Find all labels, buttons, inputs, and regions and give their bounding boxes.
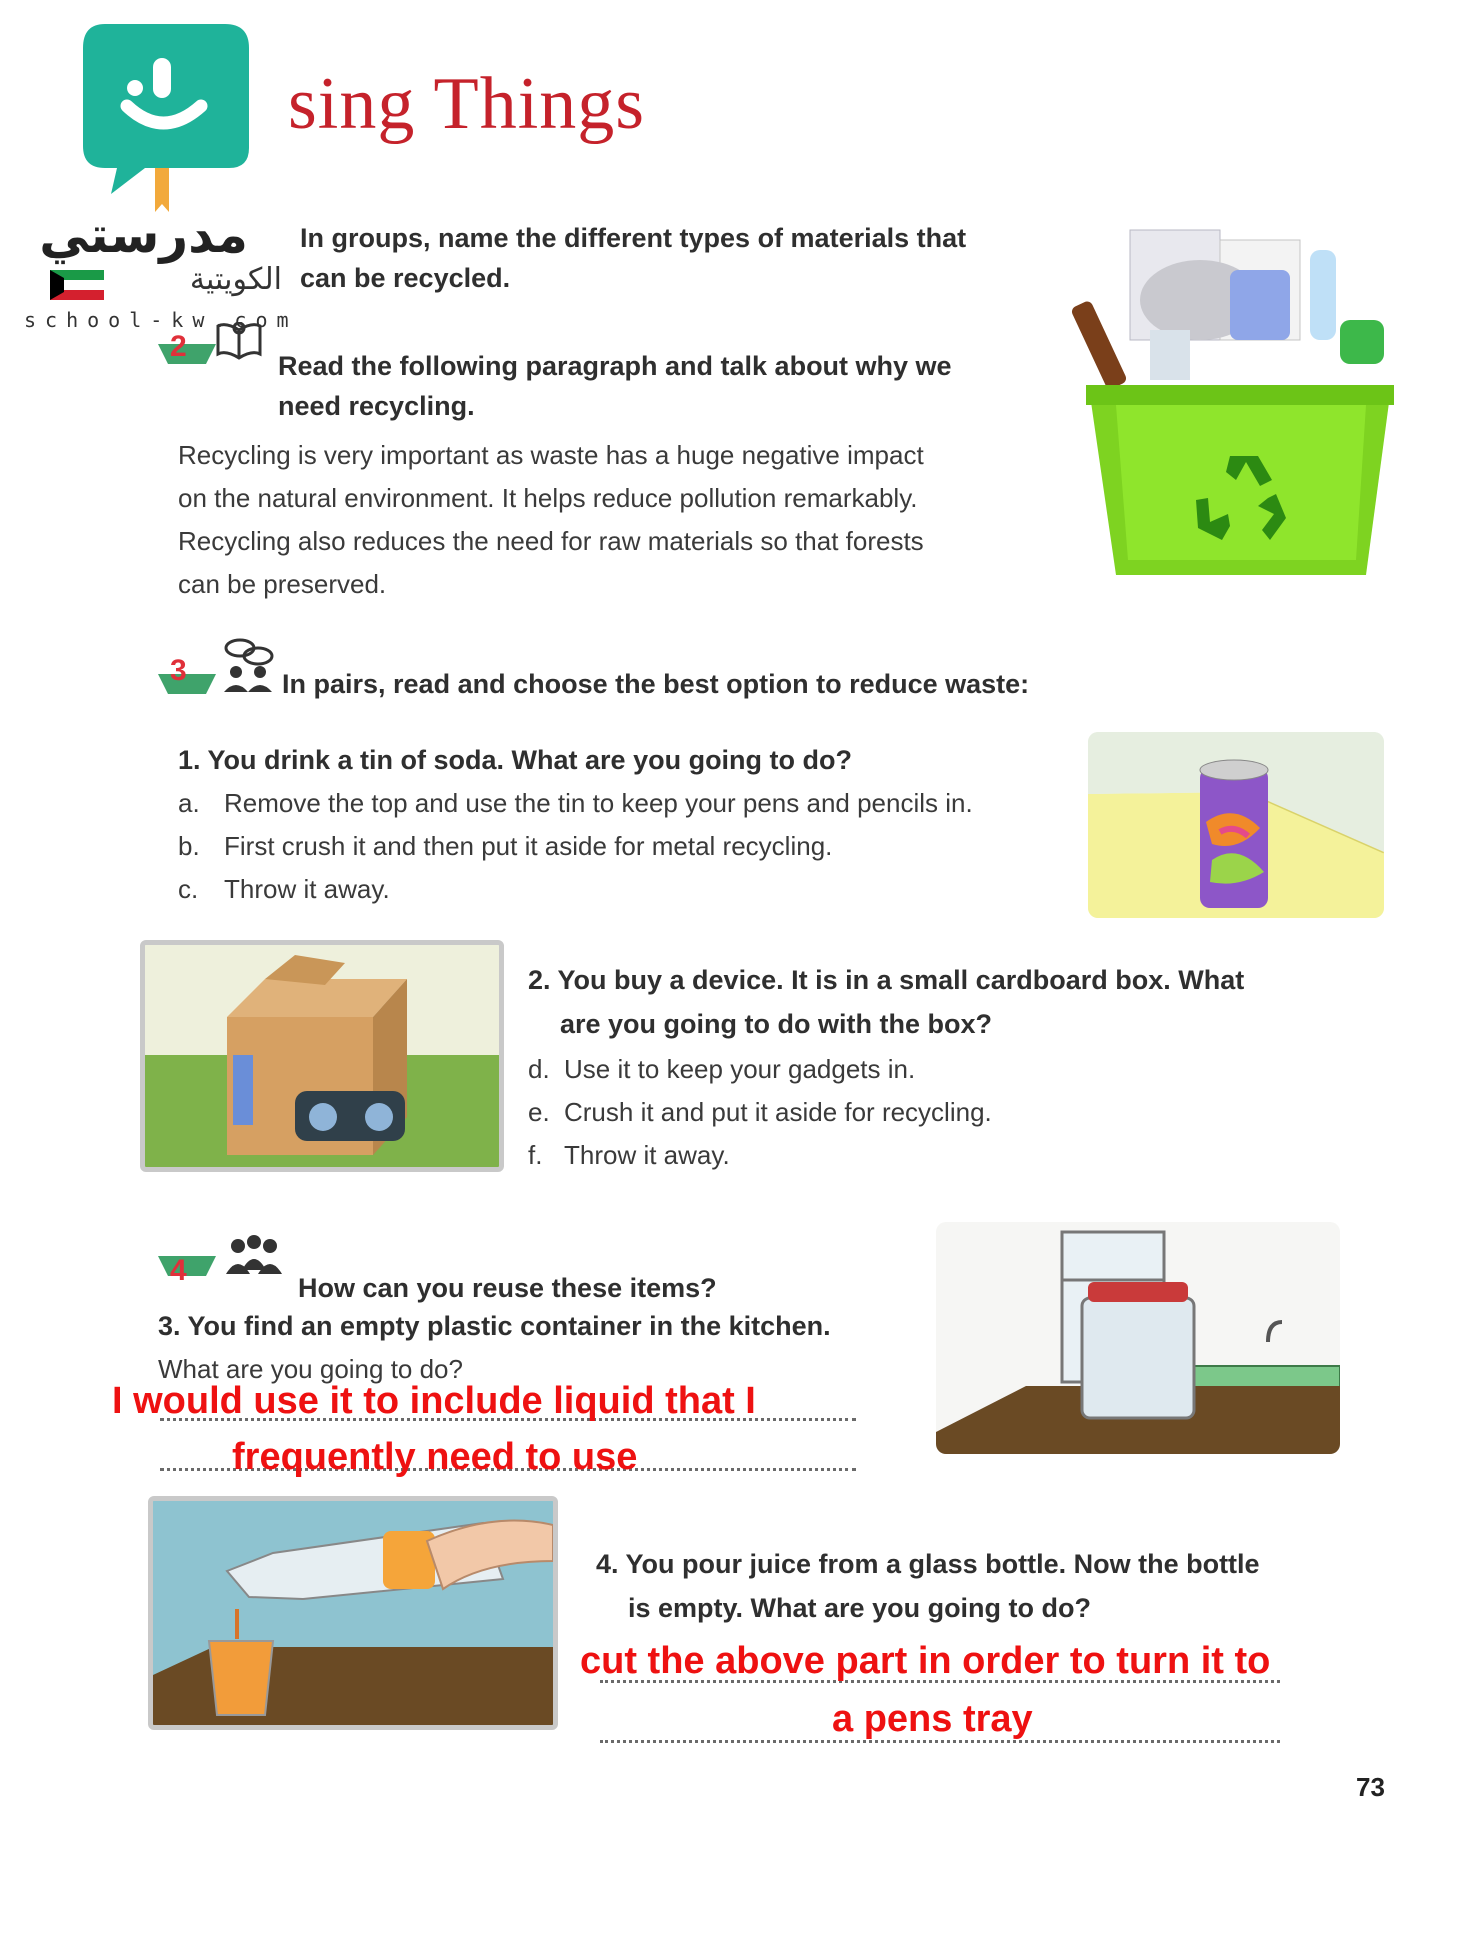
option-text: Remove the top and use the tin to keep your pens and pencils in.: [224, 788, 973, 818]
exercise-2-badge: [158, 330, 216, 374]
school-logo: [20, 18, 310, 332]
paragraph-line: Recycling is very important as waste has a huge negative impact: [178, 440, 924, 470]
option-d: [528, 1048, 915, 1091]
answer-4-line-2: a pens tray: [832, 1698, 1033, 1740]
recycling-bin-illustration: [1070, 210, 1400, 590]
kuwait-flag-icon: [50, 270, 104, 300]
pair-work-icon: [220, 638, 276, 698]
answer-3-line-2: frequently need to use: [232, 1436, 638, 1478]
option-b: [178, 825, 832, 868]
logo-site: school-kw.com: [24, 308, 298, 332]
soda-tin-illustration: [1088, 732, 1384, 918]
option-text: Throw it away.: [564, 1140, 730, 1170]
paragraph-line: on the natural environment. It helps reduce pollution remarkably.: [178, 483, 918, 513]
cardboard-box-illustration: [140, 940, 504, 1172]
answer-4-line-1: cut the above part in order to turn it to: [580, 1640, 1271, 1682]
option-letter: d.: [528, 1054, 550, 1084]
exercise-3-badge: [158, 654, 216, 700]
exercise-2-number: 2: [170, 330, 187, 363]
exercise-2-instruction: [278, 346, 1058, 426]
reading-book-icon: [214, 322, 264, 362]
question-4-line-2: is empty. What are you going to do?: [628, 1593, 1092, 1623]
question-4: [596, 1542, 1260, 1630]
exercise-1-line-1: In groups, name the different types of materials that: [300, 223, 967, 253]
exercise-3-instruction: In pairs, read and choose the best option to reduce waste:: [282, 669, 1030, 699]
option-letter: f.: [528, 1140, 543, 1170]
plastic-container-illustration: [936, 1222, 1340, 1454]
page-number: 73: [1356, 1772, 1385, 1802]
option-a: [178, 782, 973, 825]
option-letter: a.: [178, 788, 200, 818]
paragraph-line: can be preserved.: [178, 569, 387, 599]
question-4-line-1: 4. You pour juice from a glass bottle. Now the bottle: [596, 1549, 1260, 1579]
page-title: sing Things: [288, 63, 646, 145]
exercise-4-instruction: How can you reuse these items?: [298, 1273, 717, 1303]
exercise-2-line-2: need recycling.: [278, 391, 475, 421]
juice-bottle-illustration: [148, 1496, 558, 1730]
question-1: 1. You drink a tin of soda. What are you going to do?: [178, 745, 853, 775]
question-3-prompt: What are you going to do?: [158, 1354, 463, 1384]
option-text: First crush it and then put it aside for metal recycling.: [224, 831, 833, 861]
exercise-4-number: 4: [170, 1254, 187, 1287]
paragraph-line: Recycling also reduces the need for raw materials so that forests: [178, 526, 924, 556]
option-letter: c.: [178, 874, 199, 904]
logo-arabic-name: مدرستي: [39, 206, 248, 264]
exercise-1-instruction: [300, 218, 1060, 298]
answer-3-line-1: I would use it to include liquid that I: [112, 1380, 756, 1422]
exercise-3-number: 3: [170, 654, 187, 687]
recycling-paragraph: [178, 434, 1048, 606]
question-3: 3. You find an empty plastic container in the kitchen.: [158, 1311, 831, 1341]
option-f: [528, 1134, 730, 1177]
option-c: [178, 868, 390, 911]
option-text: Use it to keep your gadgets in.: [564, 1054, 916, 1084]
exercise-2-line-1: Read the following paragraph and talk about why we: [278, 351, 952, 381]
question-2-line-1: 2. You buy a device. It is in a small cardboard box. What: [528, 965, 1245, 995]
option-text: Crush it and put it aside for recycling.: [564, 1097, 992, 1127]
option-e: [528, 1091, 992, 1134]
group-work-icon: [224, 1234, 284, 1278]
exercise-1-line-2: can be recycled.: [300, 263, 511, 293]
logo-arabic-sub: الكويتية: [189, 262, 282, 297]
question-2: [528, 958, 1244, 1046]
option-letter: e.: [528, 1097, 550, 1127]
option-text: Throw it away.: [224, 874, 390, 904]
logo-icon: [75, 18, 255, 218]
exercise-4-badge: [158, 1250, 216, 1290]
question-2-line-2: are you going to do with the box?: [560, 1009, 992, 1039]
option-letter: b.: [178, 831, 200, 861]
